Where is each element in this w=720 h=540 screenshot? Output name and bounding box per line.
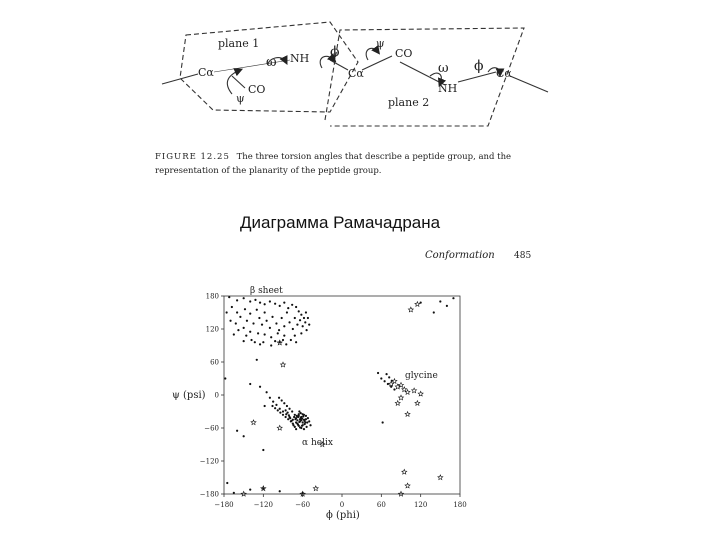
residue-point (294, 414, 296, 416)
phi-label-2: ϕ (474, 58, 484, 74)
x-tick-label: 120 (413, 501, 428, 509)
residue-point (304, 423, 306, 425)
residue-point (279, 408, 281, 410)
residue-point (236, 299, 238, 301)
x-tick-label: 60 (376, 501, 386, 509)
residue-point (388, 376, 390, 378)
ca-label-1: Cα (198, 66, 214, 79)
ca-label-3: Cα (496, 67, 512, 80)
residue-point (292, 328, 294, 330)
caption-label: FIGURE 12.25 (155, 152, 230, 162)
peptide-labels (198, 37, 512, 109)
x-tick-label: −60 (295, 501, 311, 509)
residue-point (256, 309, 258, 311)
book-section-header: Conformation (425, 250, 495, 261)
psi-label-2: ψ (376, 37, 385, 50)
residue-point (295, 421, 297, 423)
glycine-label: glycine (405, 371, 438, 381)
residue-point (258, 317, 260, 319)
residue-point (254, 299, 256, 301)
residue-point (275, 322, 277, 324)
y-tick-label: 60 (210, 358, 219, 367)
residue-point (285, 409, 287, 411)
residue-point (287, 418, 289, 420)
residue-point (235, 322, 237, 324)
glycine-point (415, 302, 420, 307)
residue-point (300, 412, 302, 414)
glycine-point (281, 362, 286, 367)
residue-point (264, 333, 266, 335)
residue-point (243, 435, 245, 437)
residue-point (300, 332, 302, 334)
glycine-point (313, 486, 318, 491)
residue-point (305, 418, 307, 420)
residue-point (303, 317, 305, 319)
residue-point (292, 423, 294, 425)
residue-point (270, 344, 272, 346)
residue-point (380, 377, 382, 379)
residue-point (224, 377, 226, 379)
residue-point (294, 418, 296, 420)
residue-point (271, 316, 273, 318)
residue-point (382, 421, 384, 423)
glycine-point (405, 412, 410, 417)
residue-point (291, 410, 293, 412)
residue-point (307, 317, 309, 319)
residue-point (236, 430, 238, 432)
residue-point (303, 428, 305, 430)
residue-point (295, 428, 297, 430)
residue-point (306, 421, 308, 423)
y-tick-label: −60 (204, 424, 219, 433)
residue-point (261, 324, 263, 326)
residue-point (288, 414, 290, 416)
residue-point (243, 327, 245, 329)
residue-point (286, 405, 288, 407)
residue-point (304, 321, 306, 323)
residue-point (298, 310, 300, 312)
residue-point (287, 307, 289, 309)
residue-point (246, 320, 248, 322)
residue-point (302, 325, 304, 327)
glycine-point (438, 475, 443, 480)
residue-point (295, 306, 297, 308)
residue-point (283, 325, 285, 327)
residue-point (281, 317, 283, 319)
residue-point (286, 311, 288, 313)
glycine-stars (241, 302, 443, 496)
residue-point (226, 482, 228, 484)
residue-point (277, 332, 279, 334)
residue-point (298, 421, 300, 423)
psi-label-1: ψ (236, 92, 245, 105)
residue-point (293, 416, 295, 418)
glycine-point (405, 483, 410, 488)
residue-dots (224, 296, 454, 494)
residue-point (296, 419, 298, 421)
residue-point (259, 302, 261, 304)
tick-layer (200, 293, 467, 510)
residue-point (300, 314, 302, 316)
residue-point (452, 297, 454, 299)
residue-point (439, 300, 441, 302)
y-tick-label: 180 (205, 292, 219, 301)
residue-point (289, 417, 291, 419)
residue-point (262, 449, 264, 451)
nh-label-1: NH (290, 52, 310, 65)
residue-point (283, 402, 285, 404)
residue-point (303, 414, 305, 416)
co-label-2: CO (395, 47, 413, 60)
residue-point (308, 420, 310, 422)
residue-point (282, 414, 284, 416)
residue-point (257, 332, 259, 334)
residue-point (226, 311, 228, 313)
residue-point (377, 372, 379, 374)
x-axis-label: ϕ (phi) (326, 510, 360, 521)
caption-text: The three torsion angles that describe a peptide group, and the representation of the planarity of the peptide group. (155, 152, 512, 176)
glycine-point (277, 425, 282, 430)
x-tick-label: −120 (253, 501, 273, 509)
residue-point (239, 316, 241, 318)
residue-point (305, 415, 307, 417)
ramachandran-plot (172, 286, 467, 521)
residue-point (307, 417, 309, 419)
co-label-1: CO (248, 83, 266, 96)
residue-point (290, 339, 292, 341)
residue-point (264, 303, 266, 305)
residue-point (274, 340, 276, 342)
y-tick-label: 0 (214, 391, 219, 400)
residue-point (229, 320, 231, 322)
residue-point (277, 409, 279, 411)
phi-label-1: ϕ (330, 44, 340, 60)
nh-label-2: NH (438, 82, 458, 95)
residue-point (236, 311, 238, 313)
ca-label-2: Cα (348, 67, 364, 80)
residue-point (393, 388, 395, 390)
plane2-label: plane 2 (388, 96, 430, 109)
residue-point (249, 313, 251, 315)
residue-point (278, 329, 280, 331)
residue-point (252, 322, 254, 324)
residue-point (237, 329, 239, 331)
residue-point (270, 336, 272, 338)
residue-point (290, 420, 292, 422)
glycine-point (415, 401, 420, 406)
residue-point (266, 391, 268, 393)
slide-title: Диаграмма Рамачадрана (240, 213, 441, 232)
residue-point (266, 320, 268, 322)
residue-point (278, 397, 280, 399)
residue-point (269, 327, 271, 329)
y-tick-label: −180 (199, 490, 219, 499)
residue-point (271, 405, 273, 407)
residue-point (228, 296, 230, 298)
residue-point (279, 412, 281, 414)
glycine-point (402, 387, 407, 392)
residue-point (433, 311, 435, 313)
glycine-point (412, 388, 417, 393)
glycine-point (418, 391, 423, 396)
residue-point (269, 300, 271, 302)
residue-point (262, 341, 264, 343)
residue-point (249, 383, 251, 385)
residue-point (254, 341, 256, 343)
plot-frame (224, 296, 460, 494)
residue-point (279, 490, 281, 492)
residue-point (269, 397, 271, 399)
residue-point (298, 413, 300, 415)
residue-point (302, 421, 304, 423)
residue-point (245, 335, 247, 337)
residue-point (308, 324, 310, 326)
residue-point (295, 341, 297, 343)
glycine-point (402, 469, 407, 474)
residue-point (306, 426, 308, 428)
y-axis-label: ψ (psi) (172, 390, 206, 401)
residue-point (294, 317, 296, 319)
residue-point (256, 359, 258, 361)
residue-point (283, 335, 285, 337)
residue-point (294, 335, 296, 337)
residue-point (300, 419, 302, 421)
residue-point (274, 303, 276, 305)
residue-point (250, 339, 252, 341)
residue-point (309, 424, 311, 426)
residue-point (231, 306, 233, 308)
residue-point (274, 407, 276, 409)
residue-point (259, 386, 261, 388)
residue-point (299, 319, 301, 321)
glycine-point (389, 381, 394, 386)
residue-point (294, 426, 296, 428)
glycine-point (251, 420, 256, 425)
residue-point (306, 329, 308, 331)
residue-point (296, 324, 298, 326)
residue-point (384, 380, 386, 382)
residue-point (259, 343, 261, 345)
residue-point (243, 340, 245, 342)
residue-point (446, 305, 448, 307)
residue-point (264, 311, 266, 313)
residue-point (296, 415, 298, 417)
residue-point (285, 416, 287, 418)
x-tick-label: 180 (453, 501, 467, 509)
residue-point (264, 405, 266, 407)
residue-point (282, 410, 284, 412)
residue-point (272, 401, 274, 403)
book-page-number: 485 (514, 251, 532, 261)
residue-point (291, 304, 293, 306)
glycine-point (405, 390, 410, 395)
glycine-point (392, 379, 397, 384)
residue-point (385, 373, 387, 375)
residue-point (275, 404, 277, 406)
residue-point (249, 331, 251, 333)
figure-caption (155, 150, 555, 178)
x-tick-label: −180 (214, 501, 234, 509)
residue-point (243, 297, 245, 299)
residue-point (286, 412, 288, 414)
residue-point (233, 492, 235, 494)
residue-point (297, 424, 299, 426)
residue-point (281, 399, 283, 401)
residue-point (233, 333, 235, 335)
residue-point (249, 300, 251, 302)
glycine-point (399, 395, 404, 400)
omega-label-2: ω (438, 61, 449, 76)
residue-point (279, 305, 281, 307)
residue-point (299, 426, 301, 428)
beta-sheet-label: β sheet (250, 286, 283, 296)
omega-label-1: ω (266, 55, 277, 70)
y-tick-label: 120 (205, 325, 219, 334)
residue-point (305, 311, 307, 313)
glycine-point (408, 307, 413, 312)
alpha-helix-label: α helix (302, 438, 333, 448)
residue-point (288, 408, 290, 410)
x-tick-label: 0 (339, 501, 345, 509)
residue-point (288, 321, 290, 323)
residue-point (301, 425, 303, 427)
residue-point (282, 339, 284, 341)
y-tick-label: −120 (199, 457, 219, 466)
glycine-point (395, 401, 400, 406)
residue-point (283, 302, 285, 304)
residue-point (244, 308, 246, 310)
residue-point (249, 489, 251, 491)
residue-point (285, 343, 287, 345)
plane1-label: plane 1 (218, 37, 260, 50)
